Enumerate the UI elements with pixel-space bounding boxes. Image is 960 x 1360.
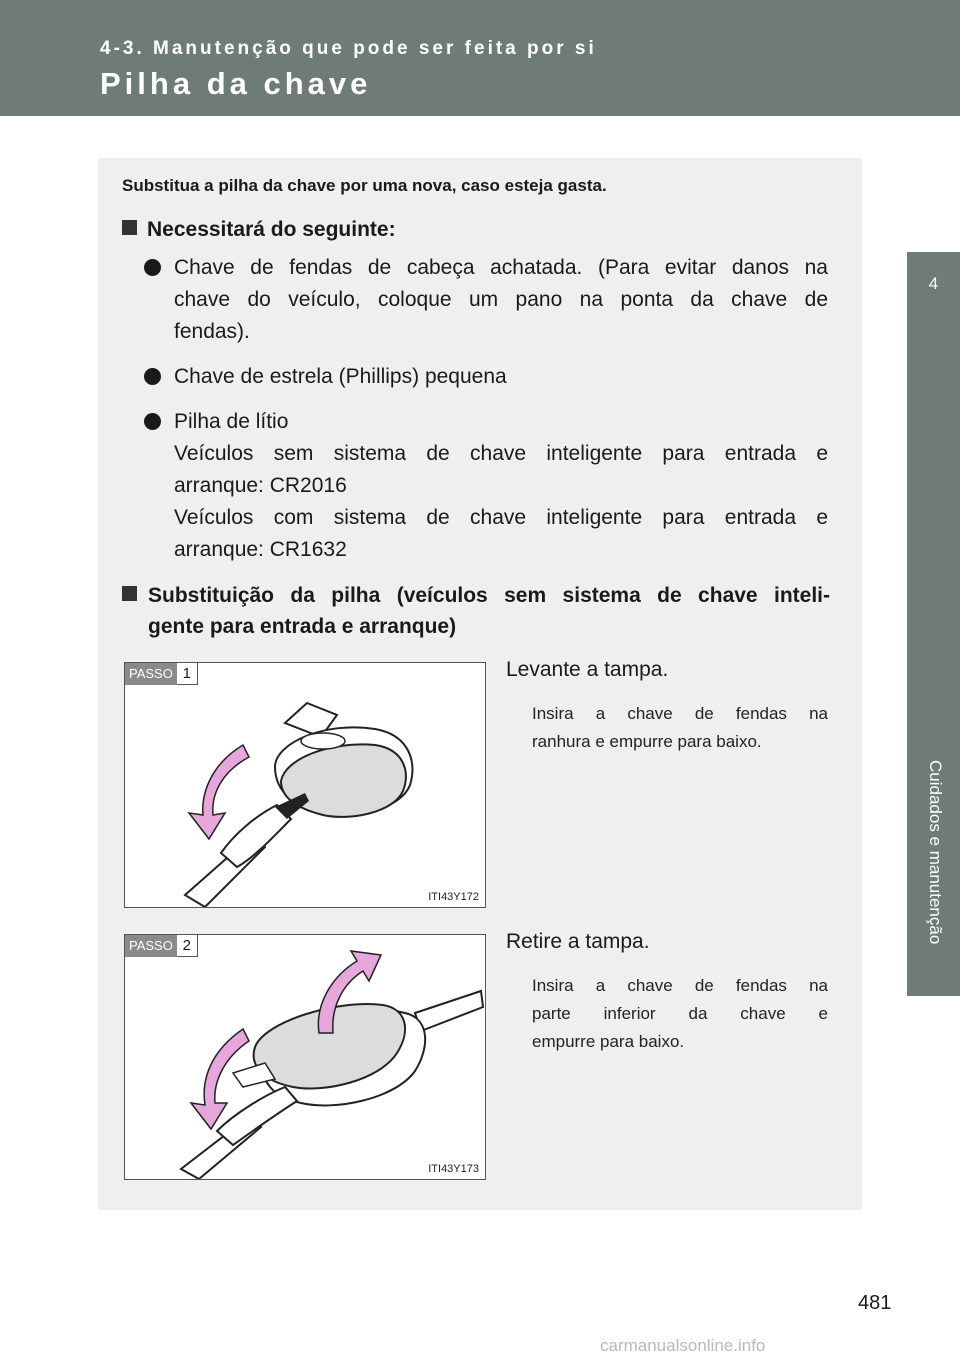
page-number: 481 (858, 1292, 892, 1314)
bullet-icon (144, 259, 161, 276)
watermark: carmanualsonline.info (600, 1336, 766, 1355)
step-badge: PASSO 1 (125, 663, 198, 685)
key-cover-removal-illustration (125, 935, 485, 1179)
step-2-description: Insira a chave de fendas na parte inferior da chave e empurre para baixo. (532, 976, 828, 1051)
list-item-text: Chave de estrela (Phillips) pequena (174, 365, 507, 388)
chapter-number: 4 (928, 274, 939, 293)
step-1-title: Levante a tampa. (506, 658, 669, 681)
page-header (0, 0, 960, 116)
list-item (144, 406, 834, 566)
bullet-icon (144, 413, 161, 430)
list-item-text: Pilha de lítio Veículos sem sistema de chave inteligente para entrada e arranque: CR2016 Veículos com sistema de chave inteligente para entrada e arranque: CR1632 (174, 410, 828, 561)
list-item-text: Chave de fendas de cabeça achatada. (Para evitar danos na chave do veículo, coloque um pano na ponta da chave de fendas). (174, 256, 828, 343)
replacement-heading: Substituição da pilha (veículos sem sistema de chave inteli- gente para entrada e arranque) (122, 580, 832, 644)
chapter-label: Cuidados e manutenção (926, 760, 945, 945)
square-bullet-icon (122, 220, 137, 235)
key-cover-lift-illustration (125, 663, 485, 907)
list-item (144, 252, 834, 348)
figure-code: ITI43Y172 (428, 891, 479, 903)
chapter-side-tab[interactable] (907, 252, 960, 996)
section-label: 4-3. Manutenção que pode ser feita por si (100, 38, 597, 59)
list-item (144, 361, 834, 393)
content-box (98, 158, 862, 1210)
bullet-icon (144, 368, 161, 385)
figure-code: ITI43Y173 (428, 1163, 479, 1175)
needs-heading: Necessitará do seguinte: (122, 214, 832, 245)
step-2-title: Retire a tampa. (506, 930, 650, 953)
step-badge: PASSO 2 (125, 935, 198, 957)
step-1-description: Insira a chave de fendas na ranhura e empurre para baixo. (532, 704, 828, 751)
step-2-figure (124, 934, 486, 1180)
square-bullet-icon (122, 586, 137, 601)
page-title: Pilha da chave (100, 66, 372, 101)
step-1-figure (124, 662, 486, 908)
intro-text: Substitua a pilha da chave por uma nova, caso esteja gasta. (122, 176, 607, 195)
